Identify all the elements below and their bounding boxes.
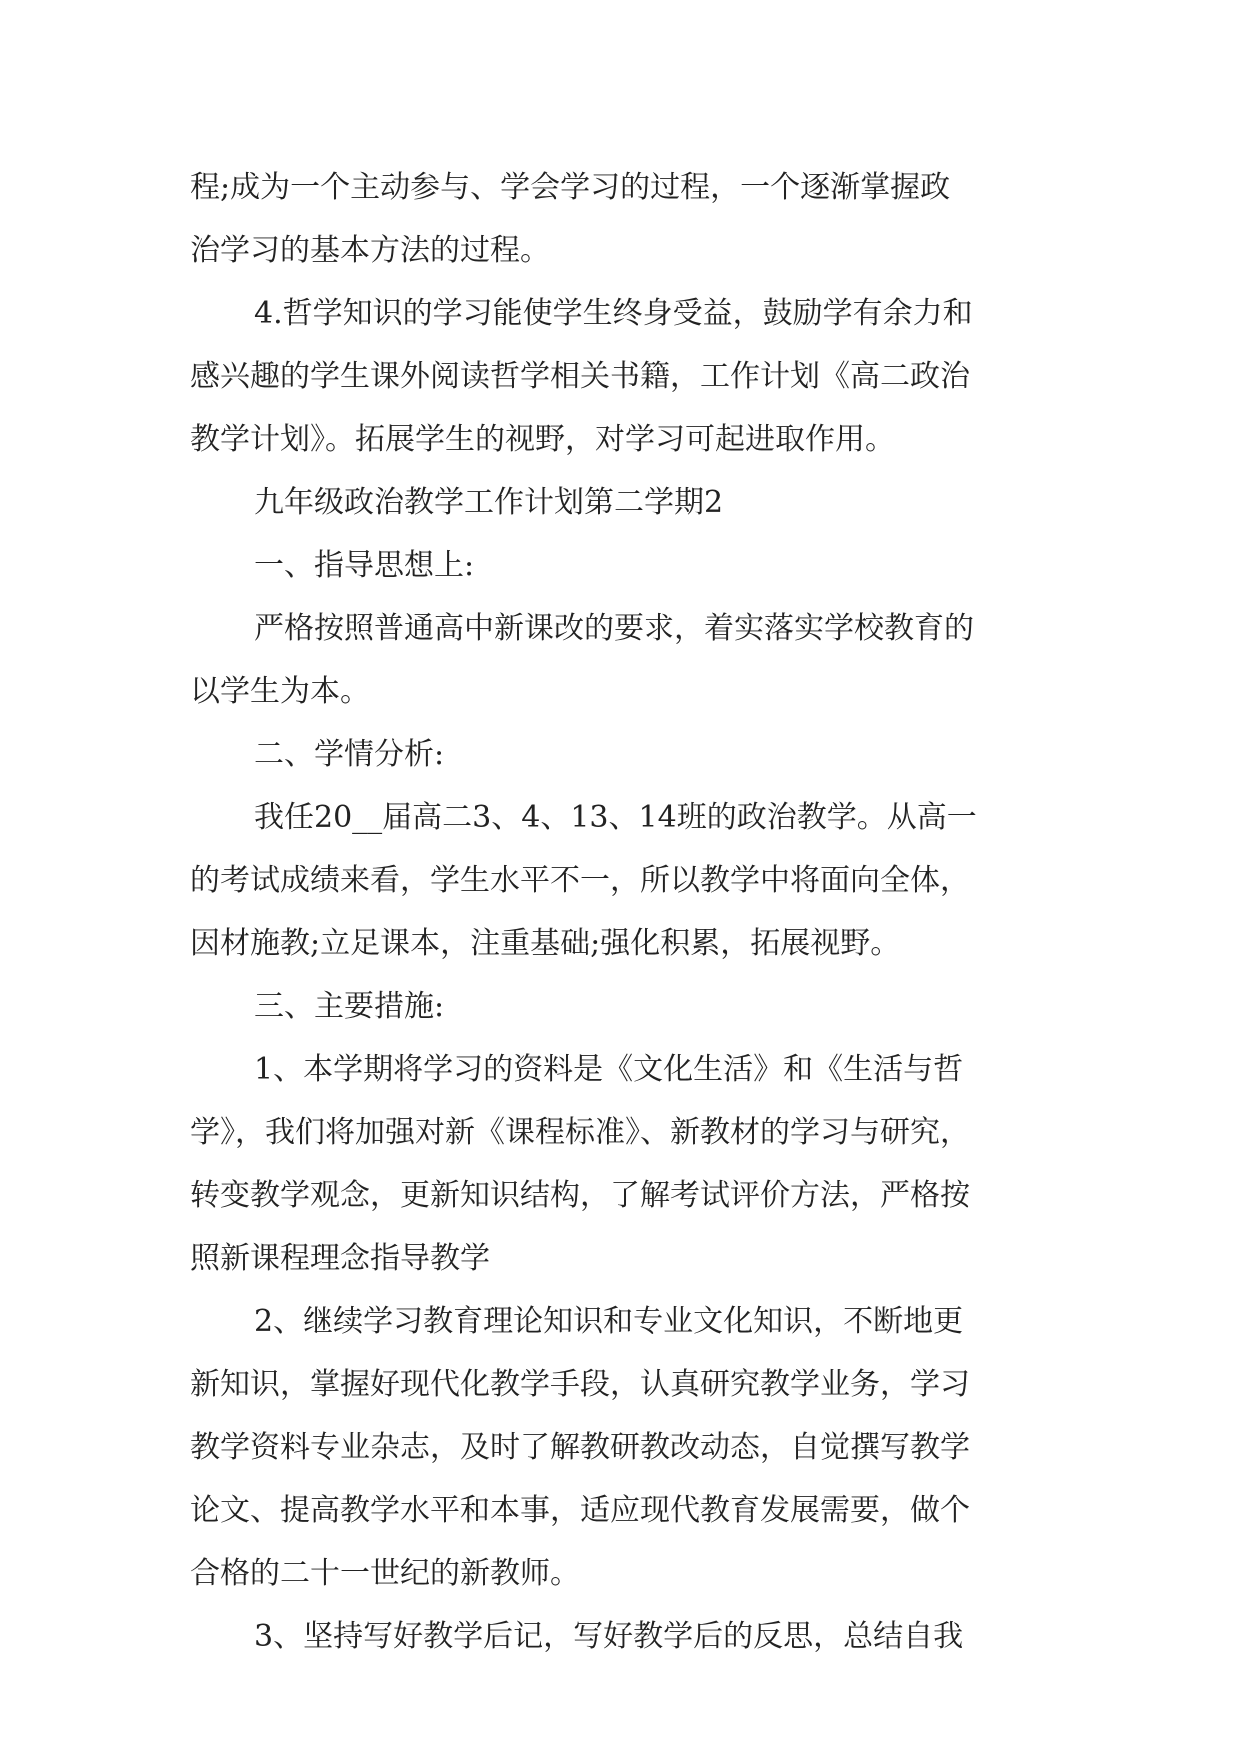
section-heading: 二、学情分析:: [254, 737, 445, 772]
text-line: 2、继续学习教育理论知识和专业文化知识，不断地更: [254, 1304, 964, 1339]
section-heading: 一、指导思想上:: [254, 548, 475, 583]
text-line: 照新课程理念指导教学: [190, 1241, 490, 1276]
text-line: 转变教学观念，更新知识结构，了解考试评价方法，严格按: [190, 1178, 970, 1213]
document-body: [190, 156, 1050, 1668]
text-line: 以学生为本。: [190, 674, 370, 709]
text-line: 教学资料专业杂志，及时了解教研教改动态，自觉撰写教学: [190, 1430, 970, 1465]
text-line: 4.哲学知识的学习能使学生终身受益，鼓励学有余力和: [254, 296, 973, 331]
text-line: 程;成为一个主动参与、学会学习的过程，一个逐渐掌握政: [190, 170, 951, 205]
text-line: 治学习的基本方法的过程。: [190, 233, 550, 268]
text-line: 因材施教;立足课本，注重基础;强化积累，拓展视野。: [190, 926, 901, 961]
text-line: 1、本学期将学习的资料是《文化生活》和《生活与哲: [254, 1052, 964, 1087]
text-line: 我任20__届高二3、4、13、14班的政治教学。从高一: [254, 800, 977, 835]
text-line: 合格的二十一世纪的新教师。: [190, 1556, 580, 1591]
section-heading: 三、主要措施:: [254, 989, 445, 1024]
text-line: 3、坚持写好教学后记，写好教学后的反思，总结自我: [254, 1619, 964, 1654]
text-line: 的考试成绩来看，学生水平不一，所以教学中将面向全体，: [190, 863, 970, 898]
text-line: 教学计划》。拓展学生的视野，对学习可起进取作用。: [190, 422, 895, 457]
text-line: 新知识，掌握好现代化教学手段，认真研究教学业务，学习: [190, 1367, 970, 1402]
text-line: 论文、提高教学水平和本事，适应现代教育发展需要，做个: [190, 1493, 970, 1528]
text-line: 学》，我们将加强对新《课程标准》、新教材的学习与研究，: [190, 1115, 970, 1150]
text-line: 严格按照普通高中新课改的要求，着实落实学校教育的: [254, 611, 974, 646]
text-line: 感兴趣的学生课外阅读哲学相关书籍，工作计划《高二政治: [190, 359, 970, 394]
section-heading: 九年级政治教学工作计划第二学期2: [254, 485, 724, 520]
